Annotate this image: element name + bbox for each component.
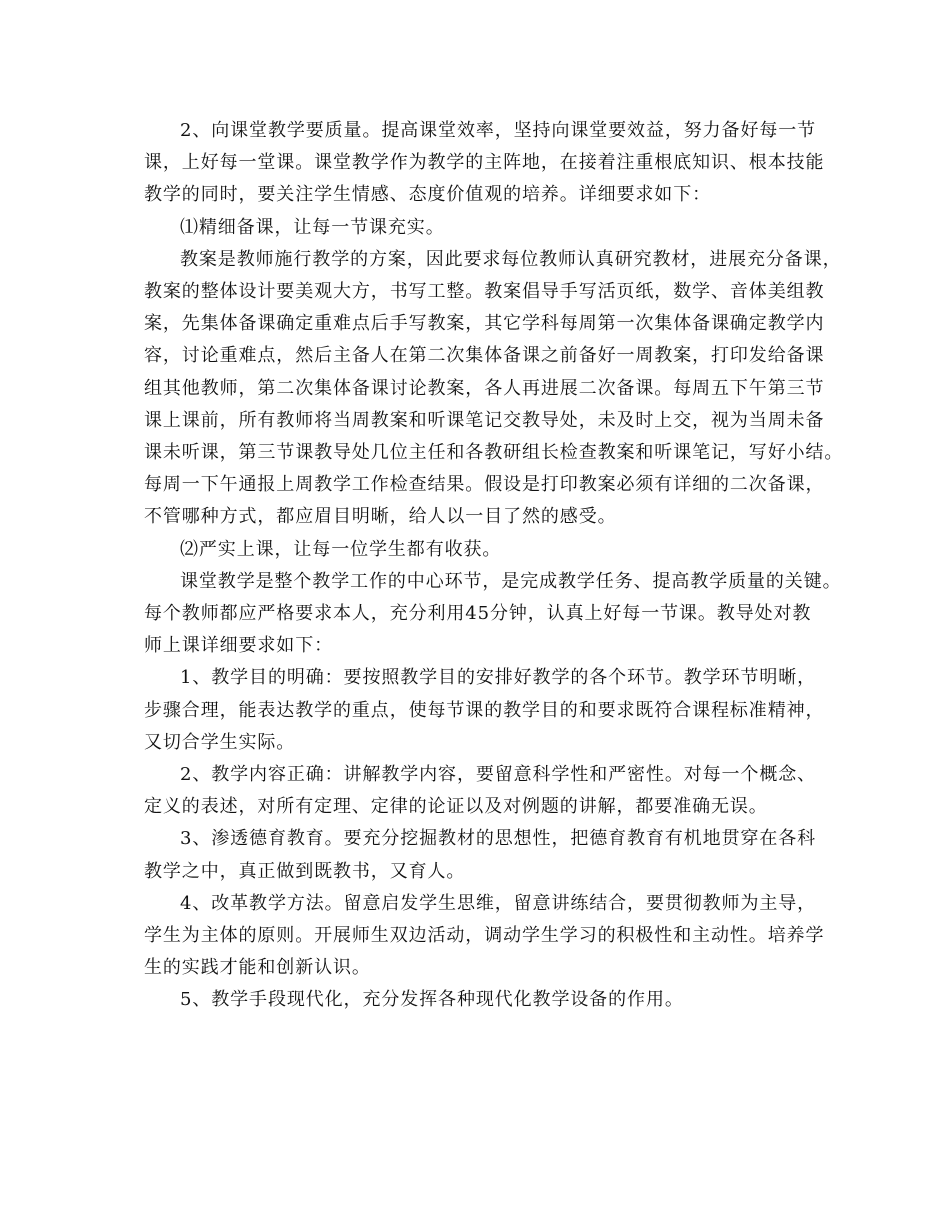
text-line: 2、教学内容正确：讲解教学内容，要留意科学性和严密性。对每一个概念、 [180,764,817,786]
text-line: 4、改革教学方法。留意启发学生思维，留意讲练结合，要贯彻教师为主导， [180,892,817,914]
text-line: 课未听课，第三节课教导处几位主任和各教研组长检查教案和听课笔记，写好小结。 [144,442,844,464]
text-line: 教案的整体设计要美观大方，书写工整。教案倡导手写活页纸，数学、音体美组教 [144,281,825,303]
text-line: 教案是教师施行教学的方案，因此要求每位教师认真研究教材，进展充分备课， [180,248,842,270]
paragraph [144,662,824,759]
text-line: 师上课详细要求如下： [144,635,333,657]
text-line: 不管哪种方式，都应眉目明晰，给人以一目了然的感受。 [144,506,617,528]
text-line: 5、教学手段现代化，充分发挥各种现代化教学设备的作用。 [180,989,684,1011]
text-line: 教学之中，真正做到既教书，又育人。 [144,860,466,882]
paragraph [144,212,824,244]
text-line: 定义的表述，对所有定理、定律的论证以及对例题的讲解，都要准确无误。 [144,796,768,818]
paragraph [144,984,824,1016]
text-line: 学生为主体的原则。开展师生双边活动，调动学生学习的积极性和主动性。培养学 [144,925,825,947]
text-line: 1、教学目的明确：要按照教学目的安排好教学的各个环节。教学环节明晰， [180,667,817,689]
text-line: ⑵严实上课，让每一位学生都有收获。 [180,538,502,560]
text-line: 生的实践才能和创新认识。 [144,957,371,979]
body-text [144,115,844,1017]
paragraph [144,566,842,663]
text-line: 每个教师都应严格要求本人，充分利用45分钟，认真上好每一节课。教导处对教 [144,603,812,625]
text-line: 组其他教师，第二次集体备课讨论教案，各人再进展二次备课。每周五下午第三节 [144,377,825,399]
text-line: 每周一下午通报上周教学工作检查结果。假设是打印教案必须有详细的二次备课， [144,474,825,496]
text-line: 教学的同时，要关注学生情感、态度价值观的培养。详细要求如下： [144,184,711,206]
paragraph [144,534,824,566]
text-line: 步骤合理，能表达教学的重点，使每节课的教学目的和要求既符合课程标准精神， [144,699,825,721]
text-line: ⑴精细备课，让每一节课充实。 [180,216,445,238]
paragraph [144,244,844,534]
text-line: 2、向课堂教学要质量。提高课堂效率，坚持向课堂要效益，努力备好每一节 [180,120,817,141]
text-line: 课，上好每一堂课。课堂教学作为教学的主阵地，在接着注重根底知识、根本技能 [144,152,825,174]
text-line: 案，先集体备课确定重难点后手写教案，其它学科每周第一次集体备课确定教学内 [144,313,825,335]
paragraph [144,759,824,823]
text-line: 课堂教学是整个教学工作的中心环节，是完成教学任务、提高教学质量的关键。 [180,570,842,592]
text-line: 课上课前，所有教师将当周教案和听课笔记交教导处，未及时上交，视为当周未备 [144,409,825,431]
text-line: 容，讨论重难点，然后主备人在第二次集体备课之前备好一周教案，打印发给备课 [144,345,825,367]
text-line: 3、渗透德育教育。要充分挖掘教材的思想性，把德育教育有机地贯穿在各科 [180,828,817,850]
paragraph [144,115,824,212]
paragraph [144,888,824,985]
paragraph [144,823,824,887]
text-line: 又切合学生实际。 [144,731,296,753]
